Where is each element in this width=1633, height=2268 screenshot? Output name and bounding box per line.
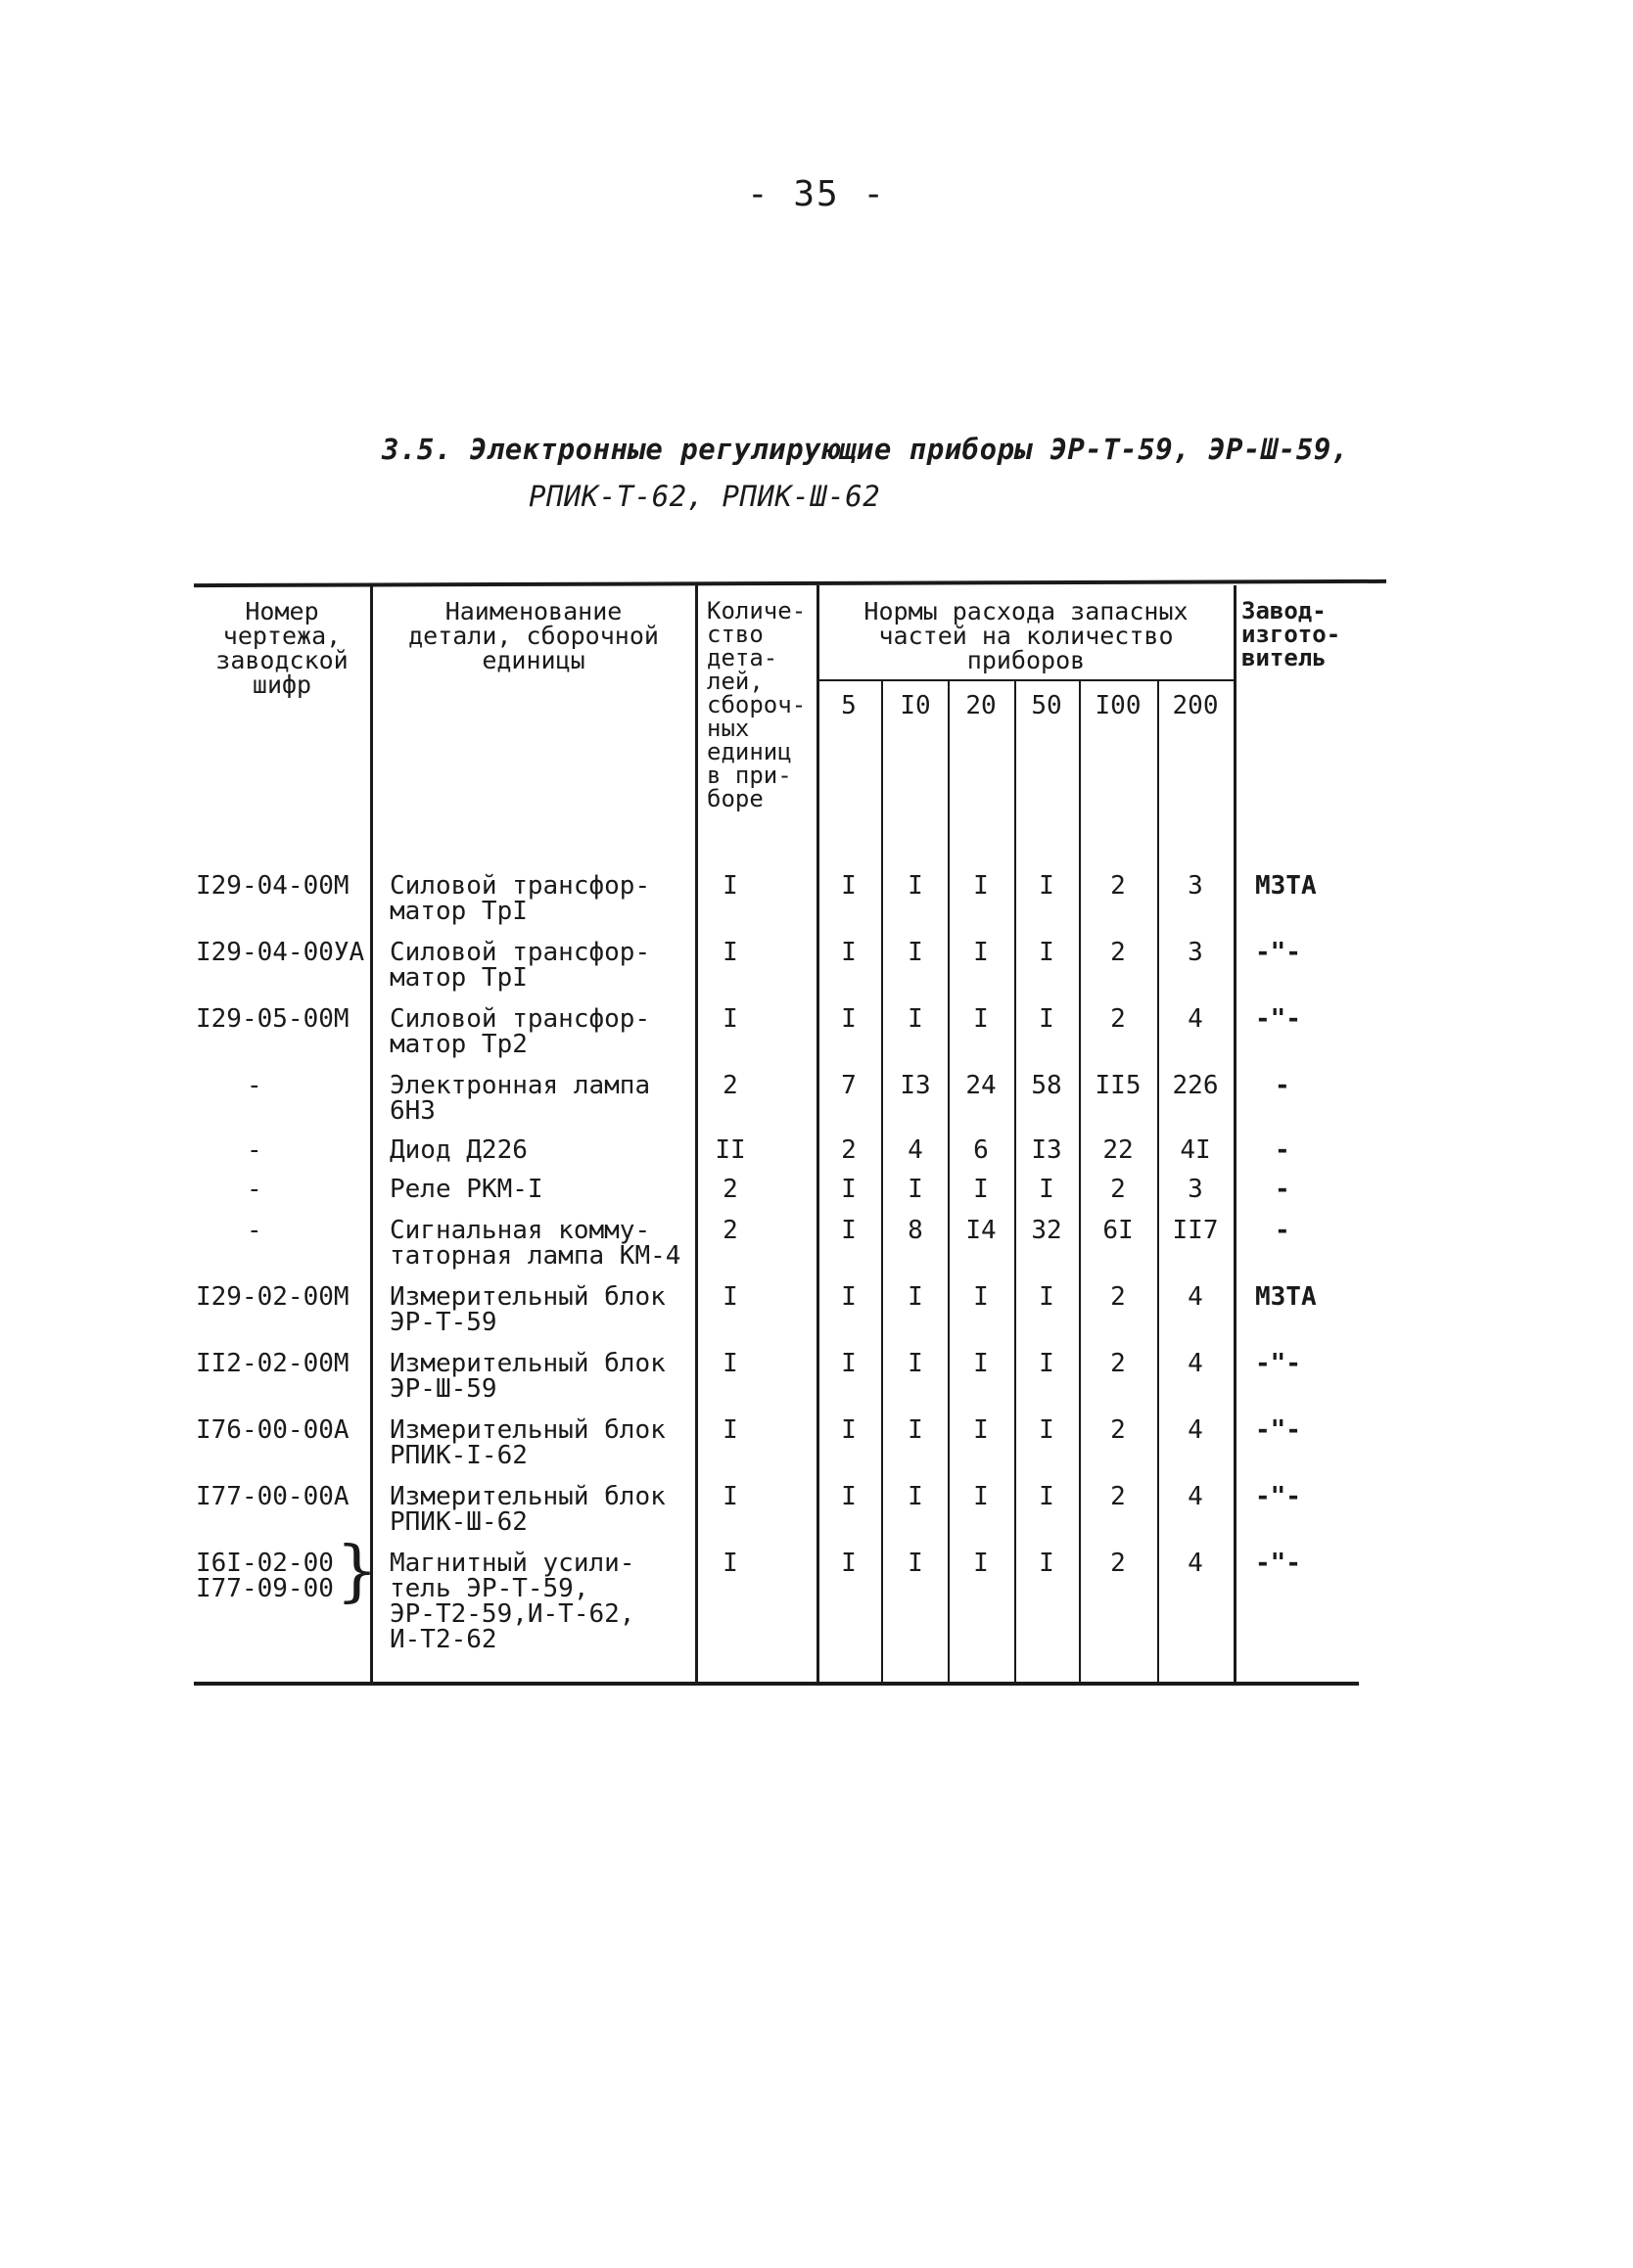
- manufacturer: -"-: [1255, 1549, 1301, 1578]
- norm-50: I: [1039, 1175, 1054, 1204]
- norm-200: 4: [1188, 1549, 1203, 1578]
- norm-100: II5: [1095, 1071, 1142, 1100]
- header-manufacturer: Завод- изгото- витель: [1241, 597, 1341, 671]
- norm-10: I: [908, 1482, 923, 1511]
- drawing-number: -: [247, 1071, 262, 1100]
- part-name: Реле РКМ-I: [390, 1175, 543, 1204]
- norm-20: I: [973, 938, 989, 967]
- drawing-number: I29-05-00М: [196, 1004, 350, 1034]
- norm-20: 6: [973, 1135, 989, 1165]
- manufacturer: -"-: [1255, 1482, 1301, 1511]
- norm-20: I: [973, 1549, 989, 1578]
- norm-10: I: [908, 871, 923, 901]
- norm-10: I: [908, 1549, 923, 1578]
- norm-10: 4: [908, 1135, 923, 1165]
- header-drawing-number: Номер чертежа, заводской шифр: [215, 597, 349, 699]
- manufacturer: МЗТА: [1255, 871, 1317, 901]
- norm-20: I: [973, 1415, 989, 1445]
- norm-200: 3: [1188, 871, 1203, 901]
- norm-100: 2: [1110, 1482, 1126, 1511]
- subheader-rule: [816, 679, 1234, 681]
- norm-50: I: [1039, 938, 1054, 967]
- norm-50: I: [1039, 1415, 1054, 1445]
- subheader-100: I00: [1095, 691, 1142, 720]
- norm-200: 4: [1188, 1282, 1203, 1312]
- norm-20: I: [973, 1175, 989, 1204]
- norm-5: 2: [841, 1135, 857, 1165]
- part-name: Измерительный блок ЭР-Ш-59: [390, 1349, 666, 1404]
- col-rule: [695, 585, 698, 1686]
- norm-5: I: [841, 1175, 857, 1204]
- norm-50: 32: [1031, 1216, 1062, 1245]
- norm-5: I: [841, 1349, 857, 1378]
- norm-20: I4: [965, 1216, 997, 1245]
- norm-20: I: [973, 871, 989, 901]
- part-name: Силовой трансфор- матор ТрI: [390, 871, 651, 926]
- norm-50: I: [1039, 1004, 1054, 1034]
- norm-5: I: [841, 1282, 857, 1312]
- drawing-number: -: [247, 1175, 262, 1204]
- section-subtitle: РПИК-Т-62, РПИК-Ш-62: [529, 480, 881, 513]
- col-rule: [948, 679, 950, 1686]
- quantity-in-device: I: [723, 938, 738, 967]
- norm-5: I: [841, 1415, 857, 1445]
- manufacturer: -"-: [1255, 1004, 1301, 1034]
- norm-100: 2: [1110, 1175, 1126, 1204]
- part-name: Электронная лампа 6НЗ: [390, 1071, 651, 1126]
- header-part-name: Наименование детали, сборочной единицы: [408, 597, 659, 674]
- quantity-in-device: I: [723, 1482, 738, 1511]
- norm-10: I: [908, 1349, 923, 1378]
- part-name: Сигнальная комму- таторная лампа КМ-4: [390, 1216, 681, 1271]
- drawing-number: I29-04-00М: [196, 871, 350, 901]
- quantity-in-device: I: [723, 1349, 738, 1378]
- part-name: Измерительный блок РПИК-I-62: [390, 1415, 666, 1470]
- norm-200: 4: [1188, 1415, 1203, 1445]
- part-name: Измерительный блок РПИК-Ш-62: [390, 1482, 666, 1537]
- norm-5: I: [841, 1216, 857, 1245]
- drawing-number: -: [247, 1135, 262, 1165]
- norm-200: II7: [1172, 1216, 1219, 1245]
- manufacturer: -: [1275, 1135, 1290, 1165]
- norm-50: I: [1039, 1549, 1054, 1578]
- norm-50: I: [1039, 871, 1054, 901]
- manufacturer: -"-: [1255, 938, 1301, 967]
- norm-20: I: [973, 1482, 989, 1511]
- quantity-in-device: I: [723, 1549, 738, 1578]
- quantity-in-device: 2: [723, 1216, 738, 1245]
- norm-20: I: [973, 1004, 989, 1034]
- section-title: 3.5. Электронные регулирующие приборы ЭР-Т-59, ЭР-Ш-59,: [382, 433, 1349, 466]
- norm-10: I3: [900, 1071, 931, 1100]
- norm-20: 24: [965, 1071, 997, 1100]
- subheader-200: 200: [1172, 691, 1219, 720]
- page-number: - 35 -: [746, 174, 887, 214]
- header-consumption-norms: Нормы расхода запасных частей на количество приборов: [863, 597, 1189, 674]
- norm-5: 7: [841, 1071, 857, 1100]
- drawing-number: I76-00-00А: [196, 1415, 350, 1445]
- subheader-5: 5: [841, 691, 857, 720]
- quantity-in-device: 2: [723, 1175, 738, 1204]
- part-name: Диод Д226: [390, 1135, 528, 1165]
- norm-100: 2: [1110, 938, 1126, 967]
- drawing-number: II2-02-00М: [196, 1349, 350, 1378]
- subheader-50: 50: [1031, 691, 1062, 720]
- manufacturer: -: [1275, 1175, 1290, 1204]
- norm-200: 4: [1188, 1004, 1203, 1034]
- drawing-number: -: [247, 1216, 262, 1245]
- col-rule: [1234, 585, 1236, 1686]
- table-bottom-rule: [194, 1682, 1359, 1686]
- drawing-number: I29-02-00М: [196, 1282, 350, 1312]
- norm-100: 2: [1110, 1282, 1126, 1312]
- manufacturer: -: [1275, 1071, 1290, 1100]
- norm-200: 226: [1172, 1071, 1219, 1100]
- norm-50: I: [1039, 1482, 1054, 1511]
- col-rule: [1014, 679, 1016, 1686]
- drawing-number: I6I-02-00 I77-09-00: [196, 1549, 334, 1603]
- norm-50: 58: [1031, 1071, 1062, 1100]
- quantity-in-device: I: [723, 1282, 738, 1312]
- header-quantity: Количе- ство дета- лей, сбороч- ных единиц в при- боре: [707, 597, 807, 812]
- norm-10: 8: [908, 1216, 923, 1245]
- norm-100: 2: [1110, 1549, 1126, 1578]
- drawing-number: I77-00-00А: [196, 1482, 350, 1511]
- norm-20: I: [973, 1282, 989, 1312]
- norm-100: 2: [1110, 1004, 1126, 1034]
- part-name: Силовой трансфор- матор Тр2: [390, 1004, 651, 1059]
- quantity-in-device: I: [723, 871, 738, 901]
- norm-10: I: [908, 1004, 923, 1034]
- norm-10: I: [908, 1415, 923, 1445]
- norm-100: 2: [1110, 1415, 1126, 1445]
- norm-200: 4: [1188, 1349, 1203, 1378]
- norm-5: I: [841, 1004, 857, 1034]
- norm-10: I: [908, 1282, 923, 1312]
- norm-200: 4I: [1180, 1135, 1211, 1165]
- norm-5: I: [841, 938, 857, 967]
- manufacturer: МЗТА: [1255, 1282, 1317, 1312]
- quantity-in-device: 2: [723, 1071, 738, 1100]
- col-rule: [1157, 679, 1159, 1686]
- col-rule: [816, 585, 819, 1686]
- norm-10: I: [908, 1175, 923, 1204]
- norm-5: I: [841, 871, 857, 901]
- norm-200: 4: [1188, 1482, 1203, 1511]
- manufacturer: -: [1275, 1216, 1290, 1245]
- norm-50: I: [1039, 1282, 1054, 1312]
- norm-50: I: [1039, 1349, 1054, 1378]
- quantity-in-device: II: [715, 1135, 746, 1165]
- norm-200: 3: [1188, 1175, 1203, 1204]
- subheader-10: I0: [900, 691, 931, 720]
- drawing-number: I29-04-00УА: [196, 938, 365, 967]
- norm-100: 22: [1102, 1135, 1134, 1165]
- col-rule: [370, 585, 373, 1686]
- part-name: Силовой трансфор- матор ТрI: [390, 938, 651, 993]
- norm-10: I: [908, 938, 923, 967]
- manufacturer: -"-: [1255, 1349, 1301, 1378]
- part-name: Магнитный усили- тель ЭР-Т-59, ЭР-Т2-59,И-Т-62, И-Т2-62: [390, 1549, 635, 1654]
- norm-100: 2: [1110, 1349, 1126, 1378]
- manufacturer: -"-: [1255, 1415, 1301, 1445]
- norm-50: I3: [1031, 1135, 1062, 1165]
- col-rule: [881, 679, 883, 1686]
- subheader-20: 20: [965, 691, 997, 720]
- norm-100: 6I: [1102, 1216, 1134, 1245]
- norm-5: I: [841, 1549, 857, 1578]
- part-name: Измерительный блок ЭР-Т-59: [390, 1282, 666, 1337]
- quantity-in-device: I: [723, 1004, 738, 1034]
- norm-20: I: [973, 1349, 989, 1378]
- norm-200: 3: [1188, 938, 1203, 967]
- col-rule: [1079, 679, 1081, 1686]
- brace-bracket: }: [336, 1533, 379, 1610]
- quantity-in-device: I: [723, 1415, 738, 1445]
- norm-5: I: [841, 1482, 857, 1511]
- norm-100: 2: [1110, 871, 1126, 901]
